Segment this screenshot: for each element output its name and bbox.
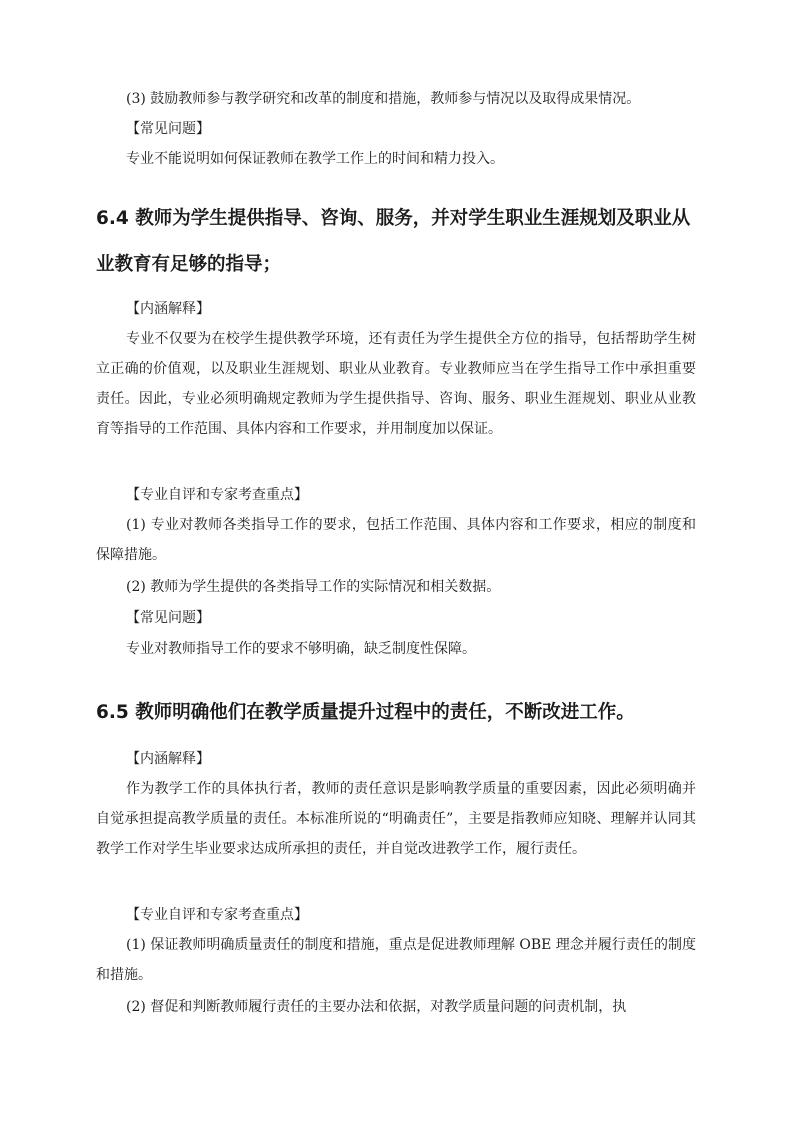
s65-connotation-text: 作为教学工作的具体执行者，教师的责任意识是影响教学质量的重要因素，因此必须明确并自觉承担提高教学质量的责任。本标准所说的“明确责任”，主要是指教师应知晓、理解并认同其教学工作对学生毕业要求达成所承担的责任，并自觉改进教学工作，履行责任。 [96,781,696,857]
s64-faq-label: 【常见问题】 [126,610,210,626]
s65-focus-item-1: (1) 保证教师明确质量责任的制度和措施，重点是促进教师理解 OBE 理念并履行责任的制度和措施。 [96,937,696,983]
s64-focus-item-1: (1) 专业对教师各类指导工作的要求，包括工作范围、具体内容和工作要求，相应的制度和保障措施。 [96,517,696,563]
section-6-5-heading: 6.5 教师明确他们在教学质量提升过程中的责任，不断改进工作。 [96,702,635,723]
top-item-3: (3) 鼓励教师参与教学研究和改革的制度和措施，教师参与情况以及取得成果情况。 [126,91,641,107]
s64-connotation-text: 专业不仅要为在校学生提供教学环境，还有责任为学生提供全方位的指导，包括帮助学生树立正确的价值观，以及职业生涯规划、职业从业教育。专业教师应当在学生指导工作中承担重要责任。因此，专业必须明确规定教师为学生提供指导、咨询、服务、职业生涯规划、职业从业教育等指导的工作范围、具体内容和工作要求，并用制度加以保证。 [96,331,696,437]
s64-focus-label: 【专业自评和专家考查重点】 [126,487,308,503]
section-6-4-heading: 6.4 教师为学生提供指导、咨询、服务，并对学生职业生涯规划及职业从业教育有足够的指导； [96,208,691,275]
s64-focus-item-2: (2) 教师为学生提供的各类指导工作的实际情况和相关数据。 [126,579,501,595]
s65-connotation-label: 【内涵解释】 [126,751,210,767]
top-faq-text: 专业不能说明如何保证教师在教学工作上的时间和精力投入。 [126,151,504,167]
s64-connotation-label: 【内涵解释】 [126,301,210,317]
s65-focus-item-2: (2) 督促和判断教师履行责任的主要办法和依据，对教学质量问题的问责机制，执 [126,999,627,1015]
s64-faq-text: 专业对教师指导工作的要求不够明确，缺乏制度性保障。 [126,641,476,657]
top-faq-label: 【常见问题】 [126,121,210,137]
s65-focus-label: 【专业自评和专家考查重点】 [126,907,308,923]
